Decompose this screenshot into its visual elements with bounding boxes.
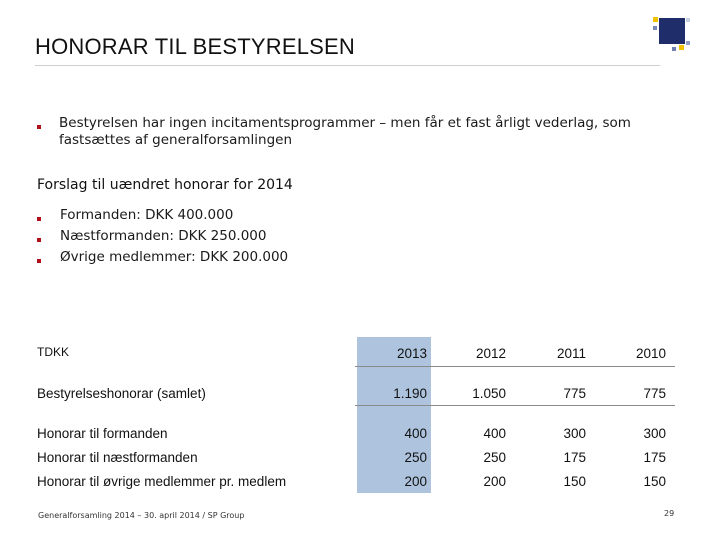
- table-cell: 150: [643, 474, 666, 489]
- table-cell: 1.050: [472, 386, 506, 401]
- proposal-heading: Forslag til uændret honorar for 2014: [37, 177, 293, 193]
- bullet-marker: [37, 259, 41, 263]
- table-cell: 400: [404, 426, 427, 441]
- year-header-2010: 2010: [635, 346, 666, 361]
- proposal-item-other-members: Øvrige medlemmer: DKK 200.000: [60, 249, 289, 265]
- bullet-marker: [37, 217, 41, 221]
- bullet-marker: [37, 125, 41, 129]
- footer-text: Generalforsamling 2014 – 30. april 2014 / SP Group: [38, 511, 245, 520]
- table-cell: 175: [643, 450, 666, 465]
- row-label-vice-chairman: Honorar til næstformanden: [37, 450, 198, 465]
- row-label-chairman: Honorar til formanden: [37, 426, 168, 441]
- table-cell: 200: [483, 474, 506, 489]
- company-logo: [645, 14, 701, 54]
- proposal-item-vice-chairman: Næstformanden: DKK 250.000: [60, 228, 267, 244]
- table-cell: 775: [563, 386, 586, 401]
- title-divider: [35, 65, 660, 66]
- row-label-other-members: Honorar til øvrige medlemmer pr. medlem: [37, 474, 287, 489]
- table-cell: 175: [563, 450, 586, 465]
- table-cell: 775: [643, 386, 666, 401]
- proposal-item-chairman: Formanden: DKK 400.000: [60, 207, 234, 223]
- intro-text-line-1: Bestyrelsen har ingen incitamentsprogrammer – men får et fast årligt vederlag, som: [59, 115, 631, 131]
- table-cell: 1.190: [393, 386, 427, 401]
- page-title: HONORAR TIL BESTYRELSEN: [35, 34, 356, 59]
- table-cell: 200: [404, 474, 427, 489]
- table-header-rule: [355, 366, 675, 367]
- intro-text-line-2: fastsættes af generalforsamlingen: [59, 132, 292, 148]
- year-header-2013: 2013: [396, 346, 427, 361]
- page-number: 29: [664, 509, 675, 518]
- table-cell: 400: [483, 426, 506, 441]
- table-cell: 300: [563, 426, 586, 441]
- table-total-rule: [355, 405, 675, 406]
- year-header-2012: 2012: [475, 346, 506, 361]
- table-cell: 250: [483, 450, 506, 465]
- table-unit-label: TDKK: [37, 345, 70, 359]
- row-label-total: Bestyrelseshonorar (samlet): [37, 386, 206, 401]
- table-cell: 300: [643, 426, 666, 441]
- table-cell: 250: [404, 450, 427, 465]
- bullet-marker: [37, 238, 41, 242]
- year-header-2011: 2011: [556, 346, 586, 361]
- table-cell: 150: [563, 474, 586, 489]
